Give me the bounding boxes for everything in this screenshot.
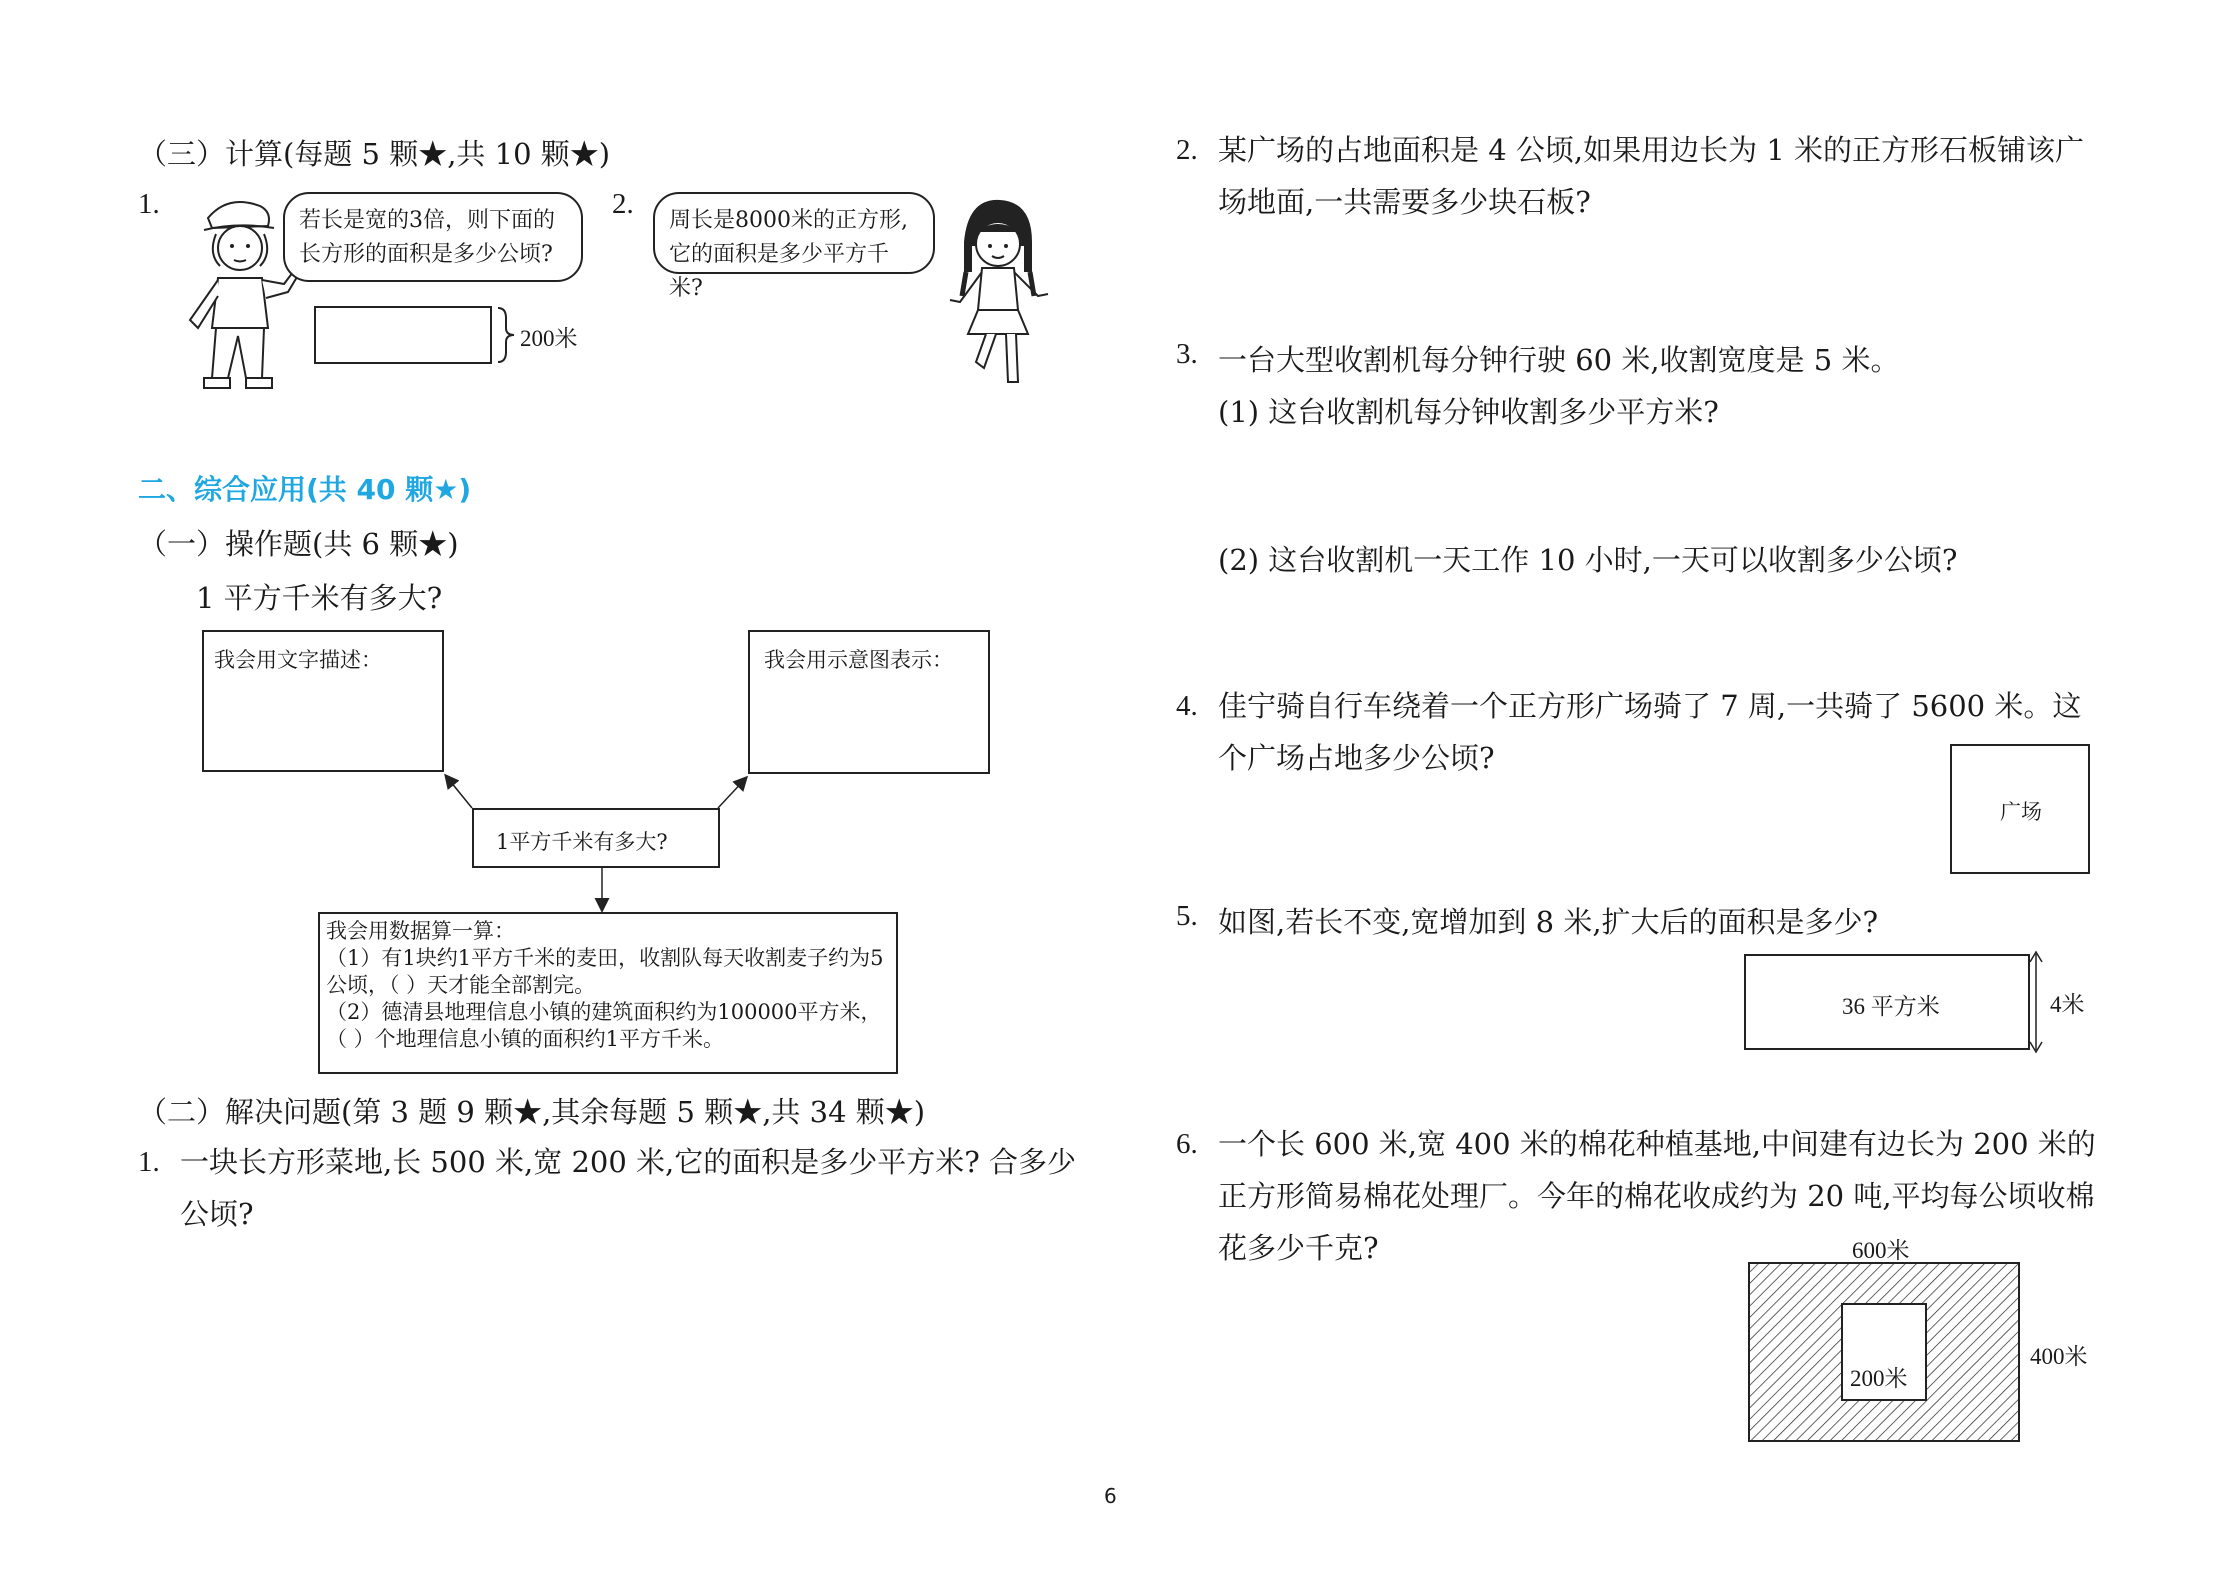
right-q5-number: 5.	[1176, 900, 1198, 932]
calc-section-header: （三）计算(每题 5 颗★,共 10 颗★)	[138, 137, 611, 171]
brace-icon	[496, 306, 516, 364]
solve-q1-text: 一块长方形菜地,长 500 米,宽 200 米,它的面积是多少平方米? 合多少公顷?	[180, 1145, 1076, 1231]
right-q3-sub-2: (2) 这台收割机一天工作 10 小时,一天可以收割多少公顷?	[1218, 543, 1958, 577]
describe-text-box	[202, 630, 444, 772]
right-q3-text: 一台大型收割机每分钟行驶 60 米,收割宽度是 5 米。	[1218, 343, 1900, 377]
right-q4-number: 4.	[1176, 690, 1198, 722]
calc-q1-bubble-text: 若长是宽的3倍，则下面的长方形的面积是多少公顷?	[299, 208, 555, 267]
diagram-label: 我会用示意图表示：	[764, 648, 953, 672]
cotton-field-height-label: 400米	[2030, 1344, 2088, 1369]
center-question-text: 1平方千米有多大?	[496, 830, 668, 854]
calculate-box	[318, 912, 898, 1074]
calc-q1-dimension: 200米	[520, 326, 578, 351]
cotton-factory-label: 200米	[1850, 1366, 1908, 1391]
calc-q1-speech-bubble	[283, 192, 583, 282]
section-2-title: 二、综合应用(共 40 颗★)	[138, 473, 472, 506]
rectangle-height-label: 4米	[2050, 992, 2085, 1017]
rectangle-area-label: 36 平方米	[1842, 994, 1940, 1019]
right-q6-text: 一个长 600 米,宽 400 米的棉花种植基地,中间建有边长为 200 米的正方形简易棉花处理厂。今年的棉花收成约为 20 吨,平均每公顷收棉花多少千克?	[1218, 1127, 2096, 1265]
right-q2-text: 某广场的占地面积是 4 公顷,如果用边长为 1 米的正方形石板铺该广场地面,一共需要多少块石板?	[1218, 133, 2084, 219]
calculate-box-line-2: （2）德清县地理信息小镇的建筑面积约为100000平方米，（ ）个地理信息小镇的面积约1平方千米。	[326, 1000, 882, 1051]
right-q4-text: 佳宁骑自行车绕着一个正方形广场骑了 7 周,一共骑了 5600 米。这个广场占地多少公顷?	[1218, 689, 2082, 775]
calc-q1-rectangle	[314, 306, 492, 364]
center-question-box	[472, 808, 720, 868]
calc-q1-number: 1.	[138, 188, 160, 220]
height-arrow-icon	[2026, 950, 2048, 1054]
right-q3-sub-1: (1) 这台收割机每分钟收割多少平方米?	[1218, 395, 1719, 429]
rectangle-36-figure	[1744, 954, 2030, 1050]
operation-header: （一）操作题(共 6 颗★)	[138, 527, 459, 561]
cotton-field-width-label: 600米	[1852, 1238, 1910, 1263]
calc-q2-number: 2.	[612, 188, 634, 220]
cotton-field-figure	[1748, 1262, 2020, 1442]
operation-question: 1 平方千米有多大?	[196, 581, 443, 615]
calculate-box-line-1: （1）有1块约1平方千米的麦田，收割队每天收割麦子约为5公顷，（ ）天才能全部割完。	[326, 946, 884, 997]
page-number: 6	[1104, 1484, 1117, 1508]
right-q3-number: 3.	[1176, 338, 1198, 370]
calculate-box-title: 我会用数据算一算：	[326, 919, 515, 943]
solve-q1-number: 1.	[138, 1146, 160, 1178]
right-q6-number: 6.	[1176, 1128, 1198, 1160]
diagram-box	[748, 630, 990, 774]
right-q2-number: 2.	[1176, 134, 1198, 166]
plaza-label: 广场	[2000, 800, 2042, 824]
right-q5-text: 如图,若长不变,宽增加到 8 米,扩大后的面积是多少?	[1218, 905, 1879, 939]
calc-q2-speech-bubble	[653, 192, 935, 301]
calc-q2-bubble-text: 周长是8000米的正方形,它的面积是多少平方千米?	[669, 208, 908, 301]
describe-text-label: 我会用文字描述：	[214, 648, 382, 672]
solve-section-header: （二）解决问题(第 3 题 9 颗★,其余每题 5 颗★,共 34 颗★)	[138, 1095, 926, 1129]
plaza-square-figure	[1950, 744, 2090, 874]
girl-illustration	[938, 192, 1058, 402]
